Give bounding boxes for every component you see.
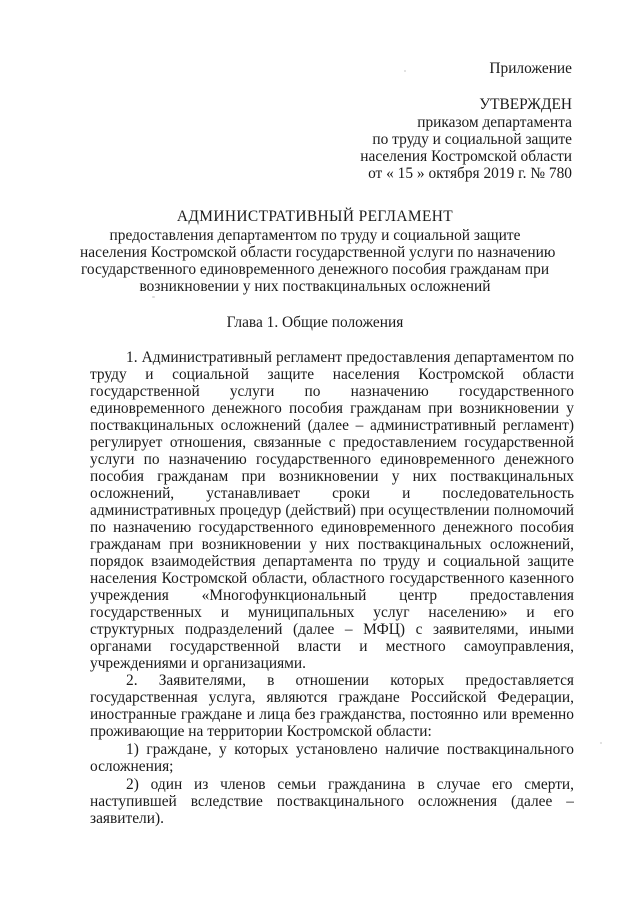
body-line: гражданам при возникновении у них поствакцинальных осложнений, bbox=[90, 536, 574, 553]
body-line: учреждения «Многофункциональный центр предоставления bbox=[90, 587, 574, 604]
chapter-heading: Глава 1. Общие положения bbox=[226, 314, 404, 331]
body-line: порядок взаимодействия департамента по труду и социальной защите bbox=[90, 553, 574, 570]
title-line: предоставления департаментом по труду и социальной защите bbox=[109, 227, 521, 244]
title-line: государственного единовременного денежного пособия гражданам при bbox=[80, 261, 550, 278]
approved-label: УТВЕРЖДЕН bbox=[479, 96, 572, 113]
body-line: пособия гражданам при возникновении у них поствакцинальных bbox=[90, 468, 574, 485]
body-line: государственная услуга, являются граждане Российской Федерации, bbox=[90, 689, 574, 706]
appendix-label: Приложение bbox=[489, 60, 572, 77]
body-line: населения Костромской области, областного государственного казенного bbox=[90, 570, 574, 587]
body-line: заявители). bbox=[90, 810, 164, 827]
body-line: единовременного денежного пособия гражданам при возникновении у bbox=[90, 400, 574, 417]
body-line: административных процедур (действий) при осуществлении полномочий bbox=[90, 502, 574, 519]
order-line: населения Костромской области bbox=[360, 148, 572, 165]
body-line: осложнений, устанавливает сроки и последовательность bbox=[90, 485, 574, 502]
body-line: труду и социальной защите населения Костромской области bbox=[90, 366, 574, 383]
order-line: приказом департамента bbox=[417, 114, 572, 131]
order-line: по труду и социальной защите bbox=[372, 131, 572, 148]
order-date-line: от « 15 » октября 2019 г. № 780 bbox=[368, 165, 572, 182]
scan-speck bbox=[152, 296, 155, 298]
body-line: органами государственной власти и местного самоуправления, bbox=[90, 638, 574, 655]
body-line: иностранные граждане и лица без гражданства, постоянно или временно bbox=[90, 706, 574, 723]
body-line: структурных подразделений (далее – МФЦ) с заявителями, иными bbox=[90, 621, 574, 638]
body-line: проживающие на территории Костромской области: bbox=[90, 723, 432, 740]
body-line: по назначению государственного единовременного денежного пособия bbox=[90, 519, 574, 536]
body-line: 2. Заявителями, в отношении которых предоставляется bbox=[126, 672, 574, 689]
body-line: осложнения; bbox=[90, 758, 174, 775]
body-line: 1. Административный регламент предоставления департаментом по bbox=[126, 349, 574, 366]
scan-speck bbox=[600, 742, 602, 744]
body-line: регулирует отношения, связанные с предоставлением государственной bbox=[90, 434, 574, 451]
body-line: государственной услуги по назначению государственного bbox=[90, 383, 574, 400]
body-line: наступившей вследствие поствакцинального осложнения (далее – bbox=[90, 793, 574, 810]
body-line: поствакцинальных осложнений (далее – административный регламент) bbox=[90, 417, 574, 434]
title-line: возникновении у них поствакцинальных осложнений bbox=[139, 278, 491, 295]
scan-speck bbox=[404, 70, 406, 72]
title-line: населения Костромской области государственной услуги по назначению bbox=[80, 244, 556, 261]
body-line: 1) граждане, у которых установлено наличие поствакцинального bbox=[126, 741, 574, 758]
body-line: услуги по назначению государственного единовременного денежного bbox=[90, 451, 574, 468]
body-line: государственных и муниципальных услуг населению» и его bbox=[90, 604, 574, 621]
document-title: АДМИНИСТРАТИВНЫЙ РЕГЛАМЕНТ bbox=[176, 208, 454, 225]
body-line: 2) один из членов семьи гражданина в случае его смерти, bbox=[126, 776, 574, 793]
body-line: учреждениями и организациями. bbox=[90, 655, 307, 672]
